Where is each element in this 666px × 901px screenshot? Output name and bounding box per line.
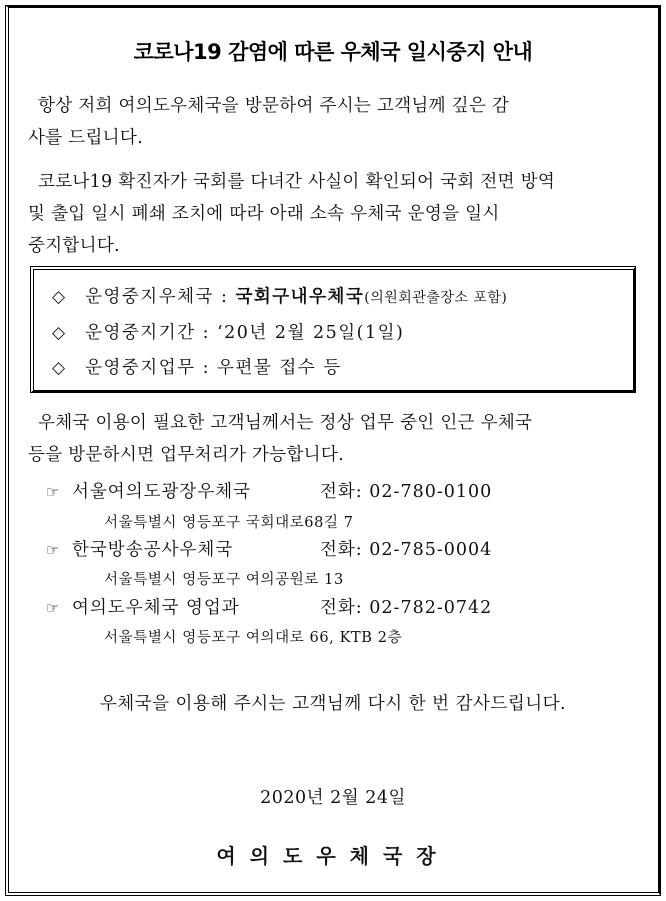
- diamond-bullet-icon: ◇: [52, 323, 67, 343]
- reason-paragraph: [28, 166, 640, 262]
- reason-line-1: 코로나19 확진자가 국회를 다녀간 사실이 확인되어 국회 전면 방역: [38, 172, 556, 192]
- diamond-bullet-icon: ◇: [52, 358, 67, 378]
- contact-name: 한국방송공사우체국: [72, 540, 234, 560]
- contact-item: [46, 536, 492, 561]
- notice-note: (의원회관출장소 포함): [364, 290, 508, 306]
- contact-phone: 전화: 02-785-0004: [320, 540, 493, 560]
- greeting-line-1: 항상 저희 여의도우체국을 방문하여 주시는 고객님께 깊은 감: [38, 96, 510, 116]
- notice-separator: :: [195, 323, 218, 343]
- reason-line-2: 및 출입 일시 폐쇄 조치에 따라 아래 소속 우체국 운영을 일시: [28, 204, 500, 224]
- notice-value: 국회구내우체국: [235, 287, 365, 307]
- greeting-line-2: 사를 드립니다.: [28, 128, 143, 148]
- contact-phone: 전화: 02-782-0742: [320, 598, 493, 618]
- reason-line-3: 중지합니다.: [28, 236, 120, 256]
- notice-separator: :: [213, 287, 236, 307]
- notice-separator: :: [195, 358, 218, 378]
- contact-name: 서울여의도광장우체국: [72, 482, 252, 502]
- notice-value: ‘20년 2월 25일(1일): [217, 323, 405, 343]
- notice-item-period: [52, 319, 404, 344]
- contact-name: 여의도우체국 영업과: [72, 598, 240, 618]
- alternative-line-1: 우체국 이용이 필요한 고객님께서는 정상 업무 중인 인근 우체국: [38, 413, 533, 433]
- alternative-paragraph: [28, 407, 640, 471]
- alternative-line-2: 등을 방문하시면 업무처리가 가능합니다.: [28, 445, 344, 465]
- signature: 여의도우체국장: [216, 844, 450, 868]
- closing-text: 우체국을 이용해 주시는 고객님께 다시 한 번 감사드립니다.: [99, 694, 567, 714]
- contact-phone: 전화: 02-780-0100: [320, 482, 493, 502]
- greeting-paragraph: [28, 90, 640, 154]
- pointing-hand-icon: ☞: [46, 483, 61, 501]
- notice-item-services: [52, 354, 342, 379]
- contact-address: 서울특별시 영등포구 국회대로68길 7: [104, 515, 354, 531]
- contact-address: 서울특별시 영등포구 여의공원로 13: [104, 572, 344, 588]
- document-date: 2020년 2월 24일: [260, 788, 406, 808]
- notice-label: 운영중지기간: [85, 323, 196, 343]
- contact-item: [46, 478, 492, 503]
- document-title: 코로나19 감염에 따른 우체국 일시중지 안내: [133, 40, 533, 64]
- notice-label: 운영중지우체국: [85, 287, 214, 307]
- notice-item-office: [52, 283, 507, 308]
- contact-item: [46, 594, 492, 619]
- notice-value: 우편물 접수 등: [217, 358, 342, 378]
- notice-label: 운영중지업무: [85, 358, 196, 378]
- notice-box: [30, 266, 636, 393]
- contact-address: 서울특별시 영등포구 여의대로 66, KTB 2층: [104, 630, 403, 646]
- diamond-bullet-icon: ◇: [52, 287, 67, 307]
- pointing-hand-icon: ☞: [46, 599, 61, 617]
- pointing-hand-icon: ☞: [46, 541, 61, 559]
